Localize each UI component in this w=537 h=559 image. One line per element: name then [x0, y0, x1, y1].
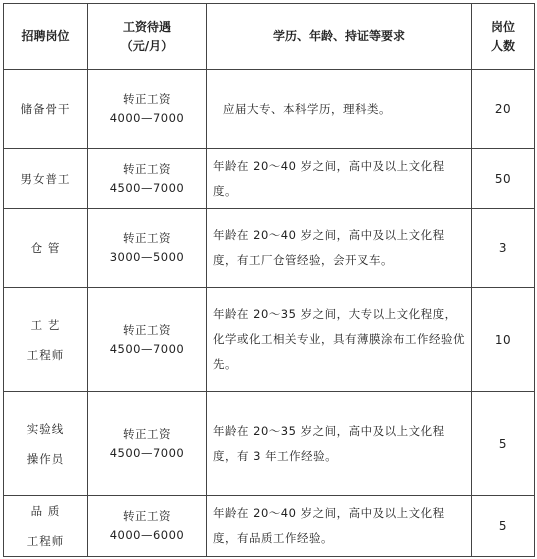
table-row	[4, 288, 535, 392]
position-cell	[4, 392, 88, 496]
salary-range: 4500—7000	[109, 180, 185, 195]
position-text-line1: 实验线	[26, 421, 65, 436]
table-row	[4, 392, 535, 496]
table-row	[4, 70, 535, 149]
position-text-line1: 品 质	[30, 504, 61, 518]
count-cell: 5	[472, 392, 535, 496]
header-count	[472, 4, 535, 70]
requirements-cell: 年龄在 20～35 岁之间，高中及以上文化程度，有 3 年工作经验。	[207, 392, 472, 496]
table-row	[4, 209, 535, 288]
requirements-cell: 年龄在 20～40 岁之间，高中及以上文化程度，有品质工作经验。	[207, 496, 472, 557]
position-text: 仓 管	[30, 241, 61, 255]
table-row	[4, 149, 535, 209]
position-text-line2: 操作员	[26, 451, 65, 466]
position-cell	[4, 70, 88, 149]
salary-cell	[88, 209, 207, 288]
salary-range: 4000—7000	[109, 111, 185, 125]
salary-range: 4500—7000	[109, 445, 185, 460]
position-text-line1: 工 艺	[30, 317, 61, 332]
salary-range: 4500—7000	[109, 341, 185, 356]
salary-label: 转正工资	[123, 161, 171, 176]
recruitment-table	[3, 3, 535, 557]
salary-range: 4000—6000	[109, 528, 185, 542]
header-count-line1: 岗位	[490, 19, 515, 34]
salary-label: 转正工资	[123, 509, 171, 523]
salary-range: 3000—5000	[109, 250, 185, 264]
table-row	[4, 496, 535, 557]
position-text: 储备骨干	[20, 102, 71, 116]
count-cell: 50	[472, 149, 535, 209]
salary-cell	[88, 149, 207, 209]
salary-cell	[88, 288, 207, 392]
salary-cell	[88, 70, 207, 149]
position-cell	[4, 288, 88, 392]
salary-label: 转正工资	[123, 322, 171, 337]
header-requirements: 学历、年龄、持证等要求	[207, 4, 472, 70]
salary-label: 转正工资	[123, 231, 171, 245]
salary-cell	[88, 496, 207, 557]
position-text-line2: 工程师	[26, 534, 65, 548]
requirements-cell: 年龄在 20～40 岁之间，高中及以上文化程度。	[207, 149, 472, 209]
count-cell: 3	[472, 209, 535, 288]
header-position: 招聘岗位	[4, 4, 88, 70]
requirements-cell: 年龄在 20～35 岁之间，大专以上文化程度，化学或化工相关专业，具有薄膜涂布工作经验优先。	[207, 288, 472, 392]
requirements-cell: 年龄在 20～40 岁之间，高中及以上文化程度，有工厂仓管经验，会开叉车。	[207, 209, 472, 288]
count-cell: 20	[472, 70, 535, 149]
table-header-row	[4, 4, 535, 70]
position-cell	[4, 496, 88, 557]
count-cell: 10	[472, 288, 535, 392]
position-text-line2: 工程师	[26, 347, 65, 362]
salary-label: 转正工资	[123, 92, 171, 106]
header-salary-line1: 工资待遇	[122, 19, 171, 34]
position-text: 男女普工	[20, 171, 71, 186]
salary-label: 转正工资	[123, 426, 171, 441]
position-cell	[4, 209, 88, 288]
header-count-line2: 人数	[490, 38, 515, 53]
header-salary	[88, 4, 207, 70]
requirements-cell: 应届大专、本科学历，理科类。	[207, 70, 472, 149]
position-cell	[4, 149, 88, 209]
count-cell: 5	[472, 496, 535, 557]
salary-cell	[88, 392, 207, 496]
header-salary-line2: （元/月）	[120, 38, 174, 53]
